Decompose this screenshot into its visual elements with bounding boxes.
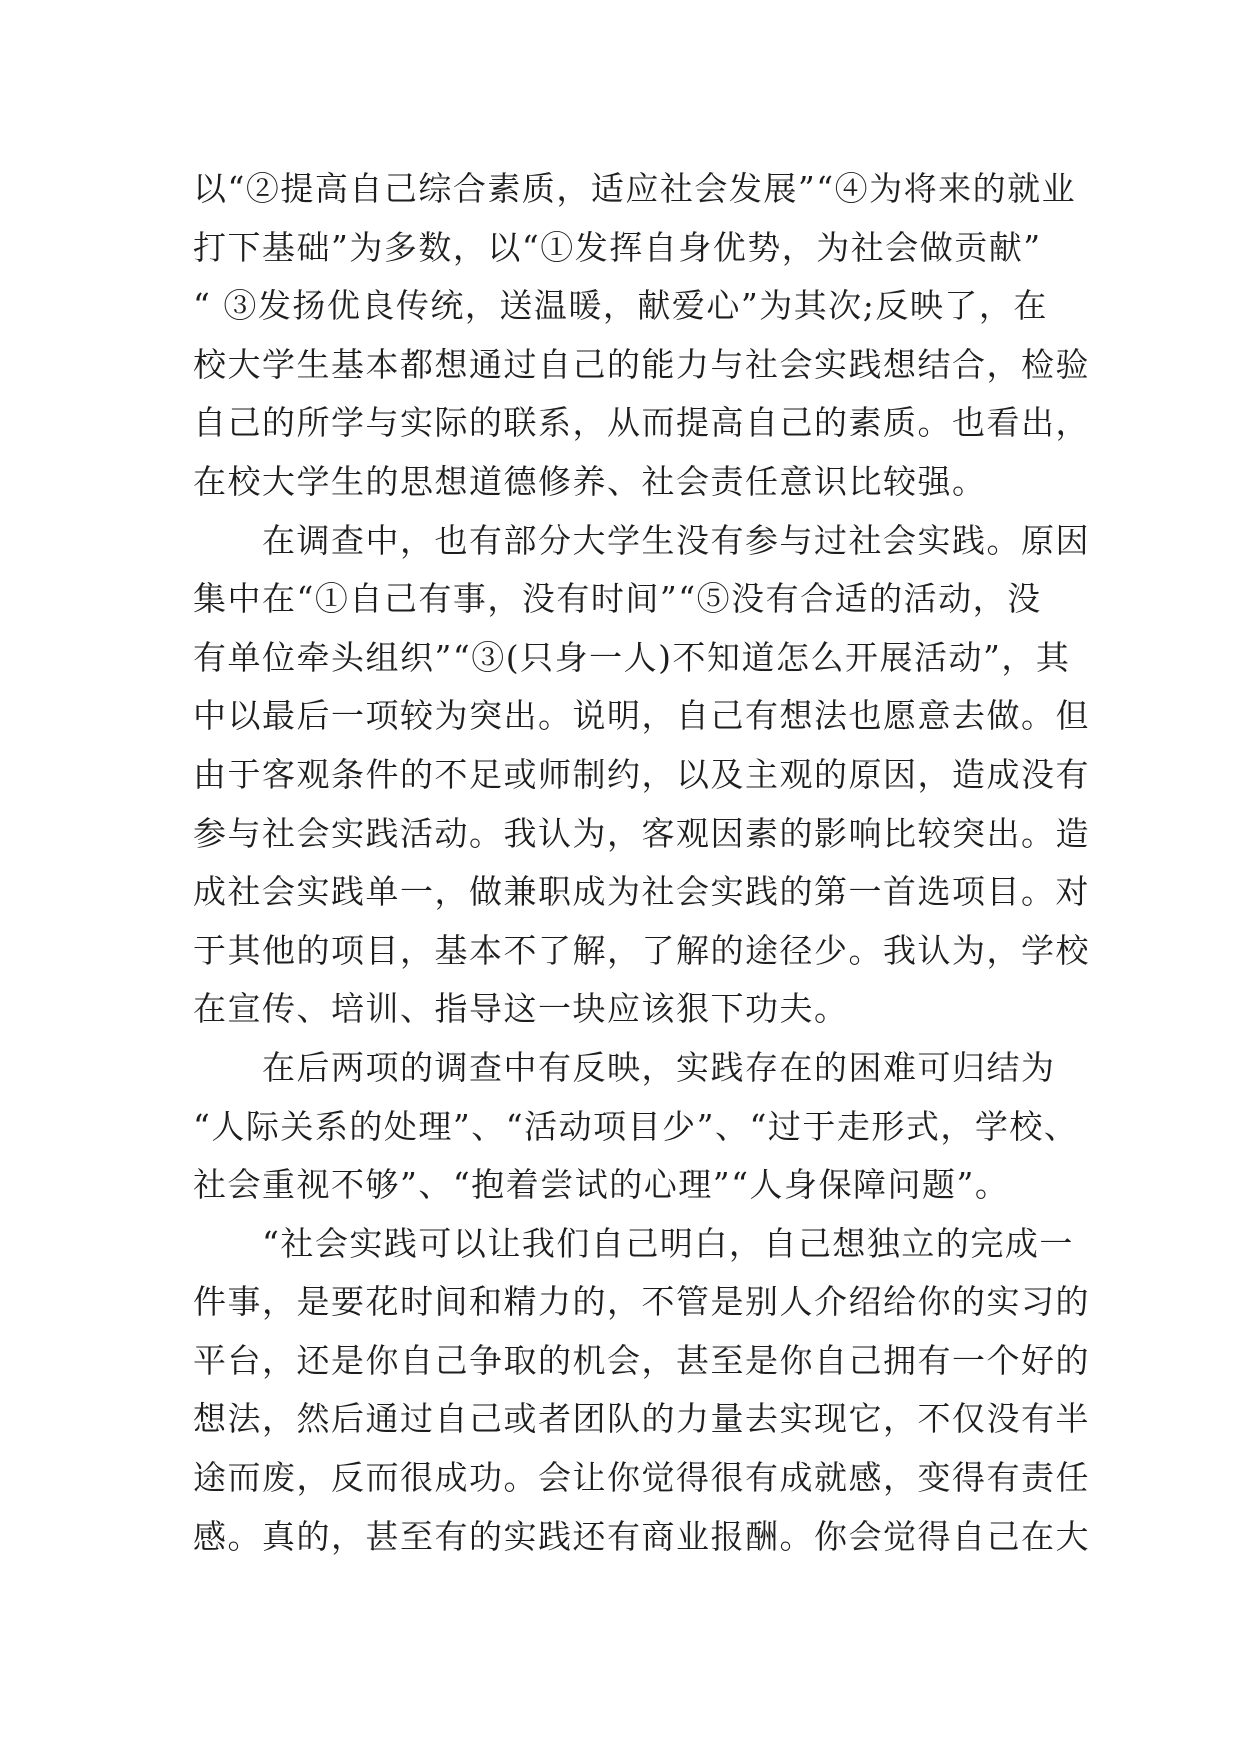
text-line: 有单位牵头组织”“③(只身一人)不知道怎么开展活动”，其 bbox=[193, 637, 1071, 677]
text-line: 在后两项的调查中有反映，实践存在的困难可归结为 bbox=[193, 1047, 1056, 1087]
text-line: “社会实践可以让我们自己明白，自己想独立的完成一 bbox=[193, 1223, 1074, 1263]
text-line: 在调查中，也有部分大学生没有参与过社会实践。原因 bbox=[193, 520, 1090, 560]
text-line: “人际关系的处理”、“活动项目少”、“过于走形式，学校、 bbox=[193, 1106, 1079, 1146]
text-line: 打下基础”为多数，以“①发挥自身优势，为社会做贡献” bbox=[193, 227, 1042, 267]
text-line: 在校大学生的思想道德修养、社会责任意识比较强。 bbox=[193, 461, 987, 501]
text-line: 感。真的，甚至有的实践还有商业报酬。你会觉得自己在大 bbox=[193, 1516, 1090, 1556]
text-line: 于其他的项目，基本不了解，了解的途径少。我认为，学校 bbox=[193, 930, 1090, 970]
text-line: 社会重视不够”、“抱着尝试的心理”“人身保障问题”。 bbox=[193, 1165, 1010, 1205]
text-line: “ ③发扬优良传统，送温暖，献爱心”为其次;反映了，在 bbox=[193, 286, 1048, 326]
text-line: 校大学生基本都想通过自己的能力与社会实践想结合，检验 bbox=[193, 344, 1090, 384]
text-line: 平台，还是你自己争取的机会，甚至是你自己拥有一个好的 bbox=[193, 1340, 1090, 1380]
text-line: 由于客观条件的不足或师制约，以及主观的原因，造成没有 bbox=[193, 754, 1090, 794]
text-line: 在宣传、培训、指导这一块应该狠下功夫。 bbox=[193, 989, 849, 1029]
text-line: 件事，是要花时间和精力的，不管是别人介绍给你的实习的 bbox=[193, 1282, 1090, 1322]
text-line: 成社会实践单一，做兼职成为社会实践的第一首选项目。对 bbox=[193, 872, 1090, 912]
text-line: 集中在“①自己有事，没有时间”“⑤没有合适的活动，没 bbox=[193, 579, 1042, 619]
body-text bbox=[193, 160, 1090, 1566]
text-line: 以“②提高自己综合素质，适应社会发展”“④为将来的就业 bbox=[193, 169, 1077, 208]
text-line: 参与社会实践活动。我认为，客观因素的影响比较突出。造 bbox=[193, 813, 1090, 853]
text-line: 途而废，反而很成功。会让你觉得很有成就感，变得有责任 bbox=[193, 1458, 1090, 1498]
text-line: 中以最后一项较为突出。说明，自己有想法也愿意去做。但 bbox=[193, 696, 1090, 736]
text-line: 想法，然后通过自己或者团队的力量去实现它，不仅没有半 bbox=[193, 1399, 1090, 1439]
text-line: 自己的所学与实际的联系，从而提高自己的素质。也看出， bbox=[193, 403, 1090, 443]
